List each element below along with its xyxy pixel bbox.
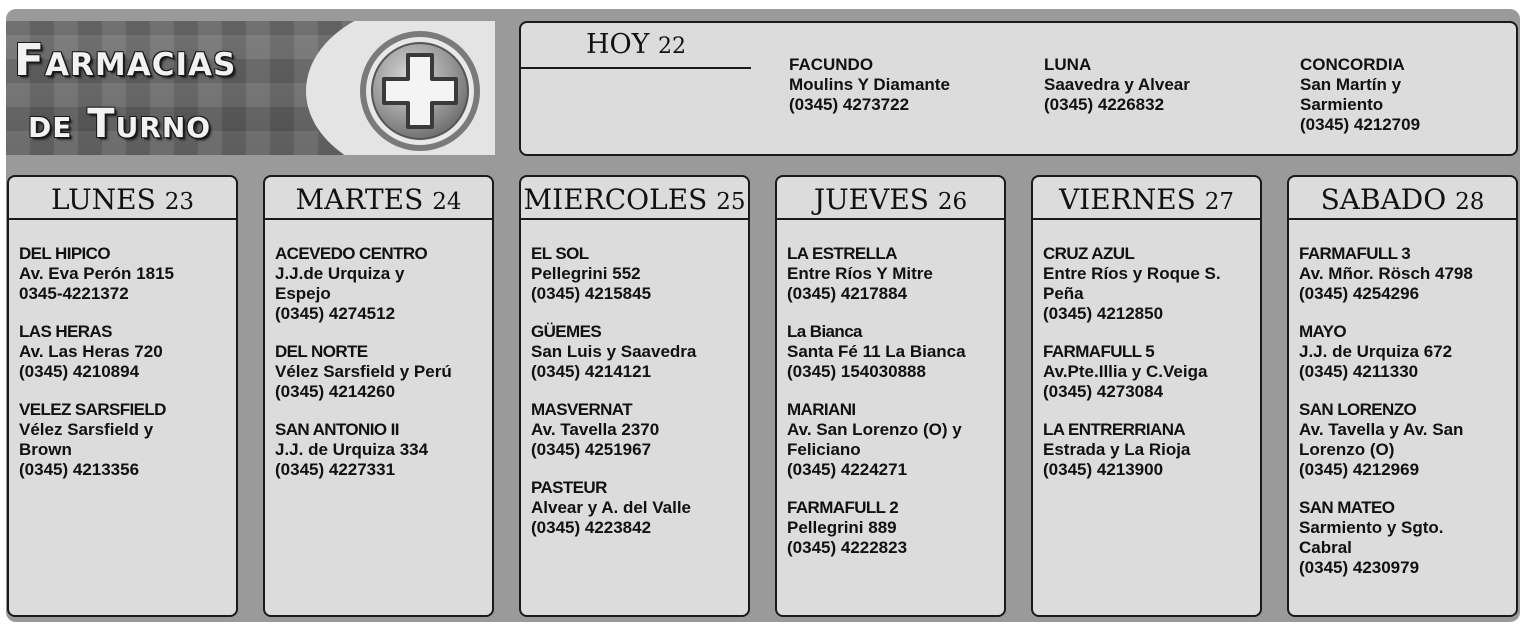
pharmacy-name: FARMAFULL 2 bbox=[787, 498, 899, 517]
pharmacy-entry bbox=[19, 244, 236, 304]
pharmacy-phone: (0345) 4210894 bbox=[19, 362, 140, 381]
pharmacy-address: Peña bbox=[1043, 284, 1084, 303]
day-number: 28 bbox=[1455, 189, 1485, 215]
pharmacy-address: Lorenzo (O) bbox=[1299, 440, 1395, 459]
pharmacy-phone: (0345) 154030888 bbox=[787, 362, 926, 381]
day-panel-martes bbox=[263, 175, 494, 617]
pharmacy-address: Sarmiento y Sgto. bbox=[1299, 518, 1444, 537]
pharmacy-entry bbox=[1299, 244, 1516, 304]
pharmacy-entry bbox=[275, 420, 492, 480]
day-number: 23 bbox=[164, 189, 194, 215]
pharmacy-name: MAYO bbox=[1299, 322, 1347, 341]
pharmacy-phone: (0345) 4217884 bbox=[787, 284, 908, 303]
pharmacy-address: Av. San Lorenzo (O) y bbox=[787, 420, 962, 439]
today-panel bbox=[519, 21, 1518, 156]
pharmacy-phone: (0345) 4274512 bbox=[275, 304, 396, 323]
pharmacy-entry bbox=[787, 400, 1004, 480]
pharmacy-name: SAN MATEO bbox=[1299, 498, 1395, 517]
pharmacy-phone: (0345) 4214260 bbox=[275, 382, 396, 401]
pharmacy-address: San Luis y Saavedra bbox=[531, 342, 697, 361]
day-panel-sabado bbox=[1287, 175, 1518, 617]
pharmacy-address: Av. Tavella 2370 bbox=[531, 420, 660, 439]
pharmacy-phone: (0345) 4213356 bbox=[19, 460, 140, 479]
day-header bbox=[265, 177, 492, 220]
pharmacy-phone: (0345) 4251967 bbox=[531, 440, 652, 459]
pharmacy-address: Vélez Sarsfield y bbox=[19, 420, 154, 439]
day-header bbox=[777, 177, 1004, 220]
pharmacy-address: Saavedra y Alvear bbox=[1044, 75, 1190, 94]
today-pharmacy bbox=[1300, 55, 1518, 135]
pharmacy-entry bbox=[1299, 322, 1516, 382]
pharmacy-name: FARMAFULL 3 bbox=[1299, 244, 1411, 263]
pharmacy-entry bbox=[1043, 244, 1260, 324]
pharmacy-address: Av.Pte.Illia y C.Veiga bbox=[1043, 362, 1208, 381]
pharmacy-name: ACEVEDO CENTRO bbox=[275, 244, 428, 263]
pharmacy-entry bbox=[19, 400, 236, 480]
day-number: 26 bbox=[937, 189, 968, 215]
pharmacy-name: MASVERNAT bbox=[531, 400, 633, 419]
pharmacy-entry bbox=[275, 244, 492, 324]
pharmacy-phone: (0345) 4214121 bbox=[531, 362, 652, 381]
today-header bbox=[521, 23, 751, 69]
pharmacy-entry bbox=[787, 244, 1004, 304]
pharmacy-name: LA ENTRERRIANA bbox=[1043, 420, 1186, 439]
pharmacy-address: J.J. de Urquiza 672 bbox=[1299, 342, 1453, 361]
pharmacy-list bbox=[9, 220, 236, 480]
day-label: MIERCOLES bbox=[523, 183, 708, 216]
day-header bbox=[1033, 177, 1260, 220]
pharmacy-entry bbox=[787, 322, 1004, 382]
pharmacy-name: EL SOL bbox=[531, 244, 589, 263]
day-label: VIERNES bbox=[1058, 183, 1196, 216]
pharmacy-list bbox=[1289, 220, 1516, 578]
pharmacy-entry bbox=[19, 322, 236, 382]
today-day-number: 22 bbox=[658, 34, 687, 59]
pharmacy-name: LUNA bbox=[1044, 55, 1092, 74]
pharmacy-phone: (0345) 4227331 bbox=[275, 460, 396, 479]
farmacias-de-turno-logo bbox=[6, 21, 495, 155]
pharmacy-name: LA ESTRELLA bbox=[787, 244, 897, 263]
pharmacy-entry bbox=[531, 400, 748, 460]
pharmacy-phone: (0345) 4213900 bbox=[1043, 460, 1164, 479]
pharmacy-name: FACUNDO bbox=[789, 55, 874, 74]
pharmacy-address: Av. Las Heras 720 bbox=[19, 342, 163, 361]
pharmacy-address: Av. Tavella y Av. San bbox=[1299, 420, 1464, 439]
pharmacy-phone: (0345) 4224271 bbox=[787, 460, 908, 479]
pharmacy-phone: 0345-4221372 bbox=[19, 284, 129, 303]
pharmacy-phone: (0345) 4212850 bbox=[1043, 304, 1164, 323]
pharmacy-name: CRUZ AZUL bbox=[1043, 244, 1135, 263]
pharmacy-address: Alvear y A. del Valle bbox=[531, 498, 692, 517]
day-panel-lunes bbox=[7, 175, 238, 617]
pharmacy-address: Vélez Sarsfield y Perú bbox=[275, 362, 452, 381]
pharmacy-phone: (0345) 4273722 bbox=[789, 95, 910, 114]
pharmacy-entry bbox=[531, 478, 748, 538]
pharmacy-name: SAN ANTONIO II bbox=[275, 420, 399, 439]
pharmacy-name: MARIANI bbox=[787, 400, 856, 419]
pharmacy-name: DEL HIPICO bbox=[19, 244, 110, 263]
pharmacy-address: Feliciano bbox=[787, 440, 861, 459]
pharmacy-list bbox=[777, 220, 1004, 558]
pharmacy-phone: (0345) 4215845 bbox=[531, 284, 652, 303]
pharmacy-address: Sarmiento bbox=[1300, 95, 1384, 114]
logo-line-1: Farmacias bbox=[14, 35, 237, 86]
pharmacy-name: La Bianca bbox=[787, 322, 862, 341]
pharmacy-cross-icon bbox=[358, 29, 482, 153]
pharmacy-entry bbox=[531, 244, 748, 304]
day-header bbox=[521, 177, 748, 220]
day-number: 25 bbox=[716, 189, 746, 215]
day-panel-viernes bbox=[1031, 175, 1262, 617]
pharmacy-address: Brown bbox=[19, 440, 72, 459]
pharmacy-phone: (0345) 4254296 bbox=[1299, 284, 1420, 303]
logo-line-2: de Turno bbox=[28, 101, 212, 147]
pharmacy-name: DEL NORTE bbox=[275, 342, 368, 361]
pharmacy-address: Pellegrini 889 bbox=[787, 518, 897, 537]
pharmacy-address: Av. Eva Perón 1815 bbox=[19, 264, 174, 283]
pharmacy-name: SAN LORENZO bbox=[1299, 400, 1417, 419]
day-label: JUEVES bbox=[813, 183, 929, 216]
pharmacy-entry bbox=[531, 322, 748, 382]
day-label: LUNES bbox=[51, 183, 156, 216]
pharmacy-phone: (0345) 4212709 bbox=[1300, 115, 1421, 134]
day-header bbox=[9, 177, 236, 220]
day-number: 27 bbox=[1204, 189, 1235, 215]
pharmacy-phone: (0345) 4222823 bbox=[787, 538, 908, 557]
day-panel-miercoles bbox=[519, 175, 750, 617]
pharmacy-phone: (0345) 4211330 bbox=[1299, 362, 1419, 381]
today-pharmacy bbox=[789, 55, 1019, 115]
pharmacy-address: Santa Fé 11 La Bianca bbox=[787, 342, 966, 361]
pharmacy-entry bbox=[1043, 420, 1260, 480]
pharmacy-name: FARMAFULL 5 bbox=[1043, 342, 1155, 361]
pharmacy-address: J.J. de Urquiza 334 bbox=[275, 440, 429, 459]
pharmacy-list bbox=[521, 220, 748, 538]
pharmacy-entry bbox=[1299, 498, 1516, 578]
day-label: MARTES bbox=[295, 183, 424, 216]
day-panel-jueves bbox=[775, 175, 1006, 617]
pharmacy-address: Espejo bbox=[275, 284, 331, 303]
pharmacy-address: Av. Mñor. Rösch 4798 bbox=[1299, 264, 1473, 283]
pharmacy-entry bbox=[1299, 400, 1516, 480]
pharmacy-address: Cabral bbox=[1299, 538, 1352, 557]
pharmacy-phone: (0345) 4223842 bbox=[531, 518, 652, 537]
pharmacy-address: Estrada y La Rioja bbox=[1043, 440, 1191, 459]
pharmacy-list bbox=[1033, 220, 1260, 480]
day-label: SABADO bbox=[1320, 183, 1447, 216]
pharmacy-list bbox=[265, 220, 492, 480]
pharmacy-phone: (0345) 4226832 bbox=[1044, 95, 1165, 114]
pharmacy-name: VELEZ SARSFIELD bbox=[19, 400, 166, 419]
pharmacy-address: Entre Ríos Y Mitre bbox=[787, 264, 933, 283]
today-label: HOY bbox=[585, 29, 650, 60]
pharmacy-entry bbox=[787, 498, 1004, 558]
pharmacy-name: PASTEUR bbox=[531, 478, 607, 497]
pharmacy-address: J.J.de Urquiza y bbox=[275, 264, 405, 283]
pharmacy-address: San Martín y bbox=[1300, 75, 1402, 94]
pharmacy-name: CONCORDIA bbox=[1300, 55, 1405, 74]
pharmacy-phone: (0345) 4273084 bbox=[1043, 382, 1164, 401]
pharmacy-name: LAS HERAS bbox=[19, 322, 112, 341]
pharmacy-phone: (0345) 4230979 bbox=[1299, 558, 1420, 577]
pharmacy-address: Moulins Y Diamante bbox=[789, 75, 950, 94]
pharmacy-name: GÜEMES bbox=[531, 322, 602, 341]
today-pharmacy bbox=[1044, 55, 1274, 115]
pharmacy-address: Entre Ríos y Roque S. bbox=[1043, 264, 1221, 283]
pharmacy-entry bbox=[1043, 342, 1260, 402]
pharmacy-entry bbox=[275, 342, 492, 402]
pharmacy-address: Pellegrini 552 bbox=[531, 264, 641, 283]
pharmacy-phone: (0345) 4212969 bbox=[1299, 460, 1420, 479]
day-number: 24 bbox=[432, 189, 462, 215]
day-header bbox=[1289, 177, 1516, 220]
